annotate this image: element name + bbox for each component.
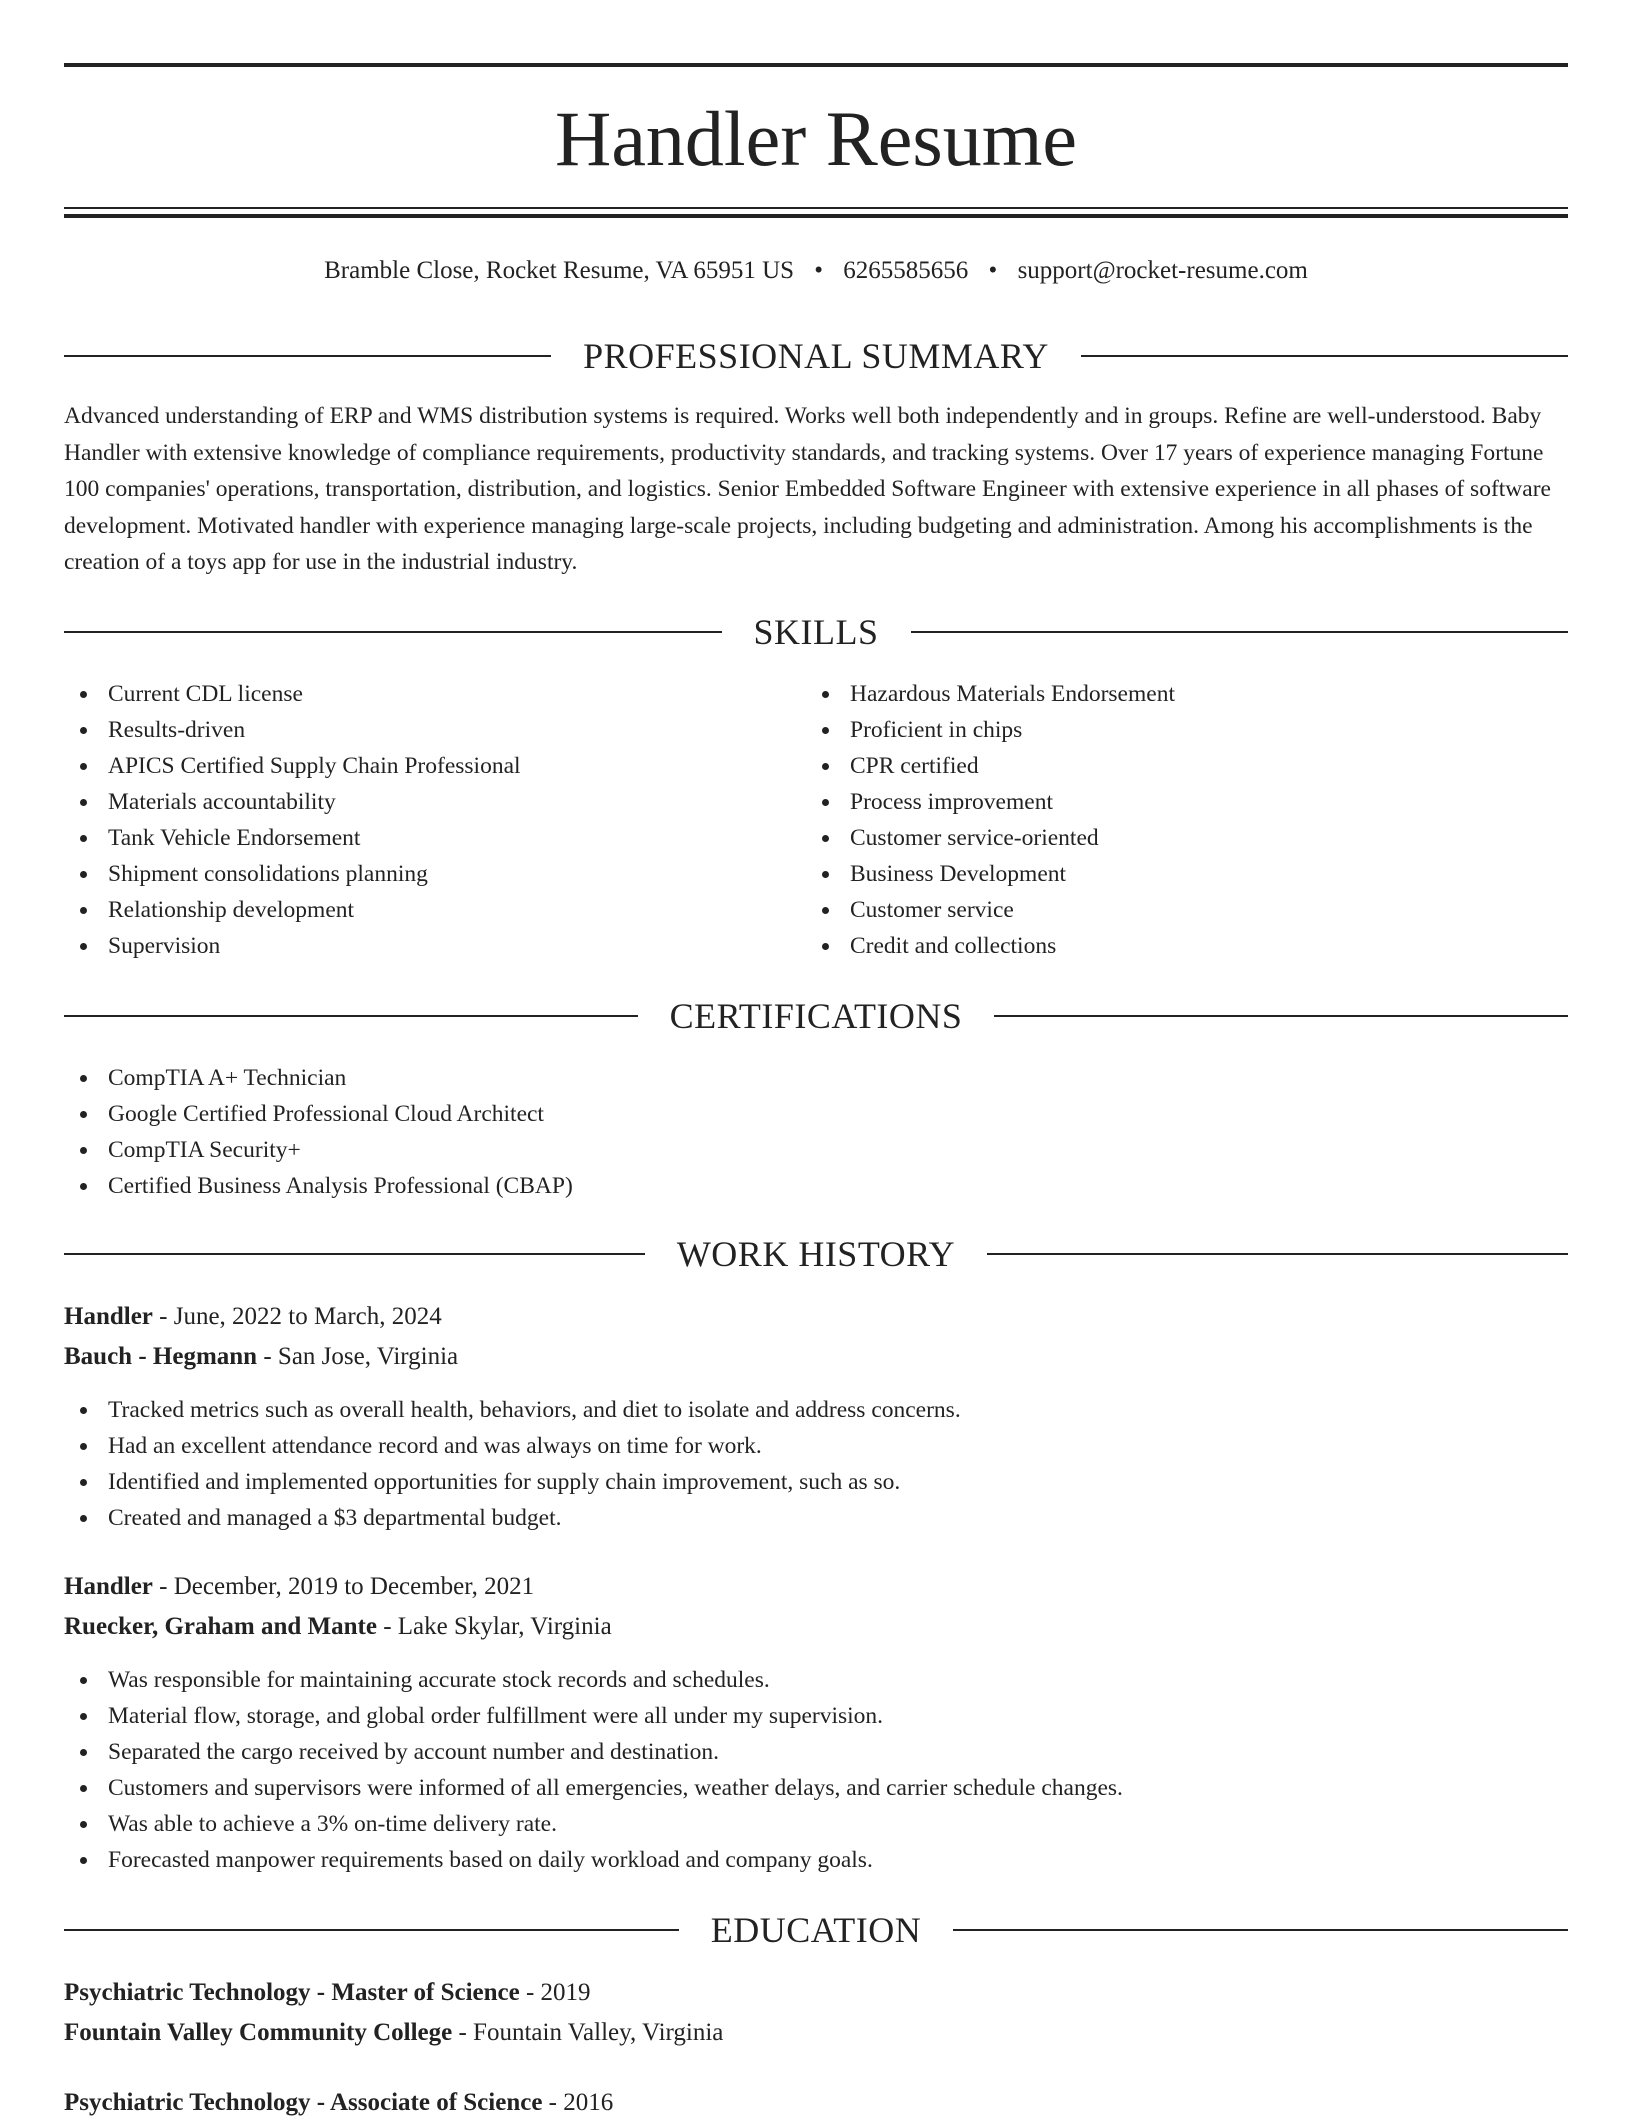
section-title: CERTIFICATIONS (669, 996, 963, 1036)
job-bullet: Was responsible for maintaining accurate stock records and schedules. (64, 1662, 1568, 1698)
skill-item: Hazardous Materials Endorsement (806, 676, 1546, 712)
skill-item: Customer service-oriented (806, 820, 1546, 856)
education-year: - 2019 (519, 1979, 591, 2006)
certification-item: Google Certified Professional Cloud Architect (64, 1096, 1568, 1132)
heading-rule (911, 631, 1569, 633)
section-title: WORK HISTORY (676, 1234, 956, 1274)
skill-item: Customer service (806, 892, 1546, 928)
contact-line (64, 254, 1568, 288)
contact-address: Bramble Close, Rocket Resume, VA 65951 US (324, 257, 795, 284)
job-company: Bauch - Hegmann (64, 1343, 258, 1370)
contact-phone: 6265585656 (843, 257, 969, 284)
certification-item: CompTIA A+ Technician (64, 1060, 1568, 1096)
section-title: PROFESSIONAL SUMMARY (583, 336, 1049, 376)
job-bullet: Created and managed a $3 departmental budget. (64, 1500, 1568, 1536)
job-bullet: Forecasted manpower requirements based on daily workload and company goals. (64, 1842, 1568, 1878)
job-company-line (64, 1610, 612, 1644)
heading-rule (953, 1929, 1568, 1931)
section-heading-education (64, 1908, 1568, 1952)
skill-item: Current CDL license (64, 676, 804, 712)
skill-item: Process improvement (806, 784, 1546, 820)
skill-item: Materials accountability (64, 784, 804, 820)
certifications-list (64, 1060, 1568, 1204)
section-heading-work-history (64, 1232, 1568, 1276)
job-bullets (64, 1392, 1568, 1536)
job-role: Handler (64, 1303, 153, 1330)
job-title-line (64, 1300, 442, 1334)
heading-rule (64, 1015, 638, 1017)
job-company-line (64, 1340, 458, 1374)
certification-item: CompTIA Security+ (64, 1132, 1568, 1168)
resume-title: Handler Resume (554, 95, 1077, 182)
skill-item: Results-driven (64, 712, 804, 748)
job-company: Ruecker, Graham and Mante (64, 1613, 377, 1640)
job-bullet: Was able to achieve a 3% on-time delivery rate. (64, 1806, 1568, 1842)
heading-rule (1081, 355, 1568, 357)
job-bullet: Separated the cargo received by account number and destination. (64, 1734, 1568, 1770)
job-bullet: Tracked metrics such as overall health, behaviors, and diet to isolate and address concerns. (64, 1392, 1568, 1428)
skill-item: Tank Vehicle Endorsement (64, 820, 804, 856)
education-degree-line (64, 2086, 613, 2120)
education-school-line (64, 2016, 723, 2050)
skills-list-right (806, 676, 1546, 964)
section-title: EDUCATION (710, 1910, 922, 1950)
education-location: - Fountain Valley, Virginia (452, 2019, 724, 2046)
skill-item: Relationship development (64, 892, 804, 928)
job-bullet: Identified and implemented opportunities for supply chain improvement, such as so. (64, 1464, 1568, 1500)
summary-text: Advanced understanding of ERP and WMS distribution systems is required. Works well both independently and in groups. Refine are well-understood. Baby Handler with extensive knowledge of compliance requirements, productivity standards, and tracking systems. Over 17 years of experience managing Fortune 100 companies' operations, transportation, distribution, and logistics. Senior Embedded Software Engineer with extensive experience in all phases of software development. Motivated handler with experience managing large-scale projects, including budgeting and administration. Among his accomplishments is the creation of a toys app for use in the industrial industry. (64, 403, 1551, 575)
heading-rule (64, 1253, 645, 1255)
heading-rule (994, 1015, 1568, 1017)
heading-rule (987, 1253, 1568, 1255)
education-year: - 2016 (542, 2089, 614, 2116)
section-heading-skills (64, 610, 1568, 654)
heading-rule (64, 631, 722, 633)
contact-separator: • (814, 257, 824, 284)
title-double-rule (64, 207, 1568, 218)
education-degree-line (64, 1976, 591, 2010)
skill-item: Credit and collections (806, 928, 1546, 964)
section-heading-certifications (64, 994, 1568, 1038)
skill-item: Proficient in chips (806, 712, 1546, 748)
certification-item: Certified Business Analysis Professional (CBAP) (64, 1168, 1568, 1204)
job-dates: - December, 2019 to December, 2021 (152, 1573, 535, 1600)
contact-separator: • (988, 257, 998, 284)
job-bullets (64, 1662, 1568, 1878)
skills-list-left (64, 676, 804, 964)
skill-item: Business Development (806, 856, 1546, 892)
education-degree: Psychiatric Technology - Master of Science (64, 1979, 520, 2006)
contact-email[interactable]: support@rocket-resume.com (1017, 257, 1308, 284)
skill-item: Supervision (64, 928, 804, 964)
skill-item: Shipment consolidations planning (64, 856, 804, 892)
job-location: - Lake Skylar, Virginia (376, 1613, 612, 1640)
heading-rule (64, 355, 551, 357)
job-role: Handler (64, 1573, 153, 1600)
job-bullet: Customers and supervisors were informed of all emergencies, weather delays, and carrier schedule changes. (64, 1770, 1568, 1806)
heading-rule (64, 1929, 679, 1931)
section-heading-summary (64, 334, 1568, 378)
skill-item: CPR certified (806, 748, 1546, 784)
job-location: - San Jose, Virginia (257, 1343, 459, 1370)
job-bullet: Had an excellent attendance record and was always on time for work. (64, 1428, 1568, 1464)
education-degree: Psychiatric Technology - Associate of Science (64, 2089, 543, 2116)
job-title-line (64, 1570, 534, 1604)
job-dates: - June, 2022 to March, 2024 (152, 1303, 442, 1330)
section-title: SKILLS (753, 612, 879, 652)
education-school: Fountain Valley Community College (64, 2019, 453, 2046)
skill-item: APICS Certified Supply Chain Professional (64, 748, 804, 784)
job-bullet: Material flow, storage, and global order fulfillment were all under my supervision. (64, 1698, 1568, 1734)
top-rule (64, 63, 1568, 67)
